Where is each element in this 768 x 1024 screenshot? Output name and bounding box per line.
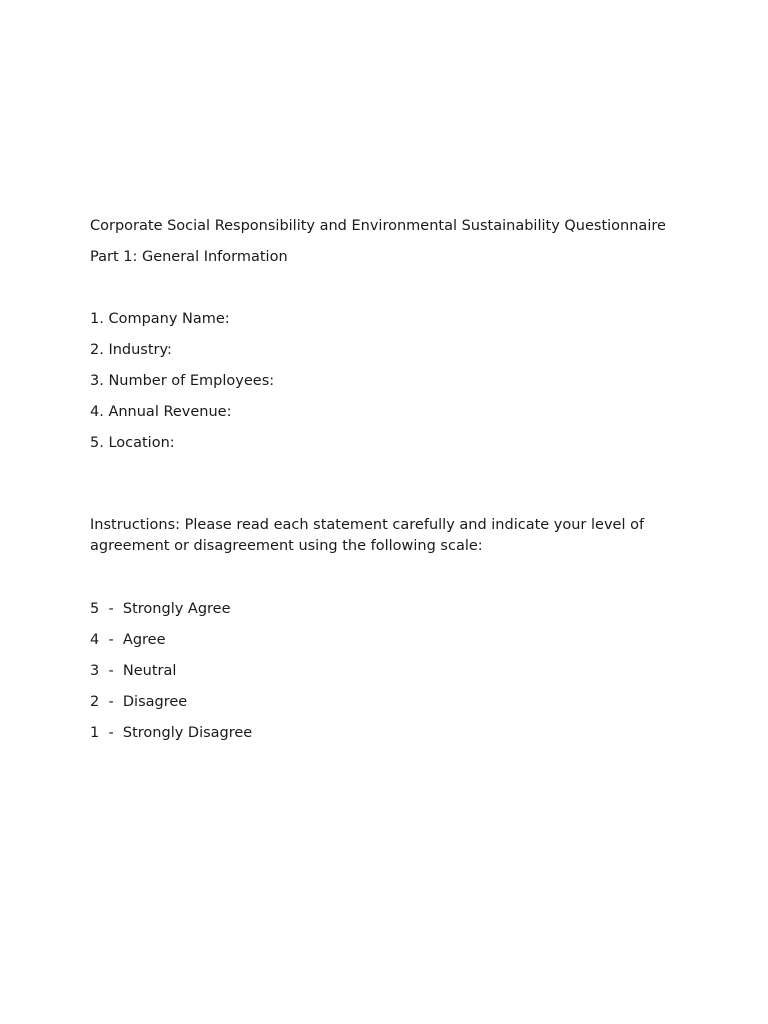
general-info-fields bbox=[90, 309, 690, 454]
field-number-of-employees: 3. Number of Employees: bbox=[90, 373, 275, 389]
field-company-name: 1. Company Name: bbox=[90, 311, 230, 327]
scale-item-2: 2 - Disagree bbox=[90, 694, 188, 710]
instructions-text: Instructions: Please read each statement carefully and indicate your level of agreement or disagreement using the following scale: bbox=[90, 517, 645, 554]
scale-item-1: 1 - Strongly Disagree bbox=[90, 725, 253, 741]
field-annual-revenue: 4. Annual Revenue: bbox=[90, 404, 232, 420]
part1-heading: Part 1: General Information bbox=[90, 249, 288, 265]
field-industry: 2. Industry: bbox=[90, 342, 172, 358]
rating-scale bbox=[90, 599, 690, 744]
document-title: Corporate Social Responsibility and Environmental Sustainability Questionnaire bbox=[90, 218, 666, 234]
scale-item-4: 4 - Agree bbox=[90, 632, 166, 648]
field-location: 5. Location: bbox=[90, 435, 175, 451]
scale-item-3: 3 - Neutral bbox=[90, 663, 177, 679]
document-page bbox=[90, 216, 690, 754]
scale-item-5: 5 - Strongly Agree bbox=[90, 601, 231, 617]
